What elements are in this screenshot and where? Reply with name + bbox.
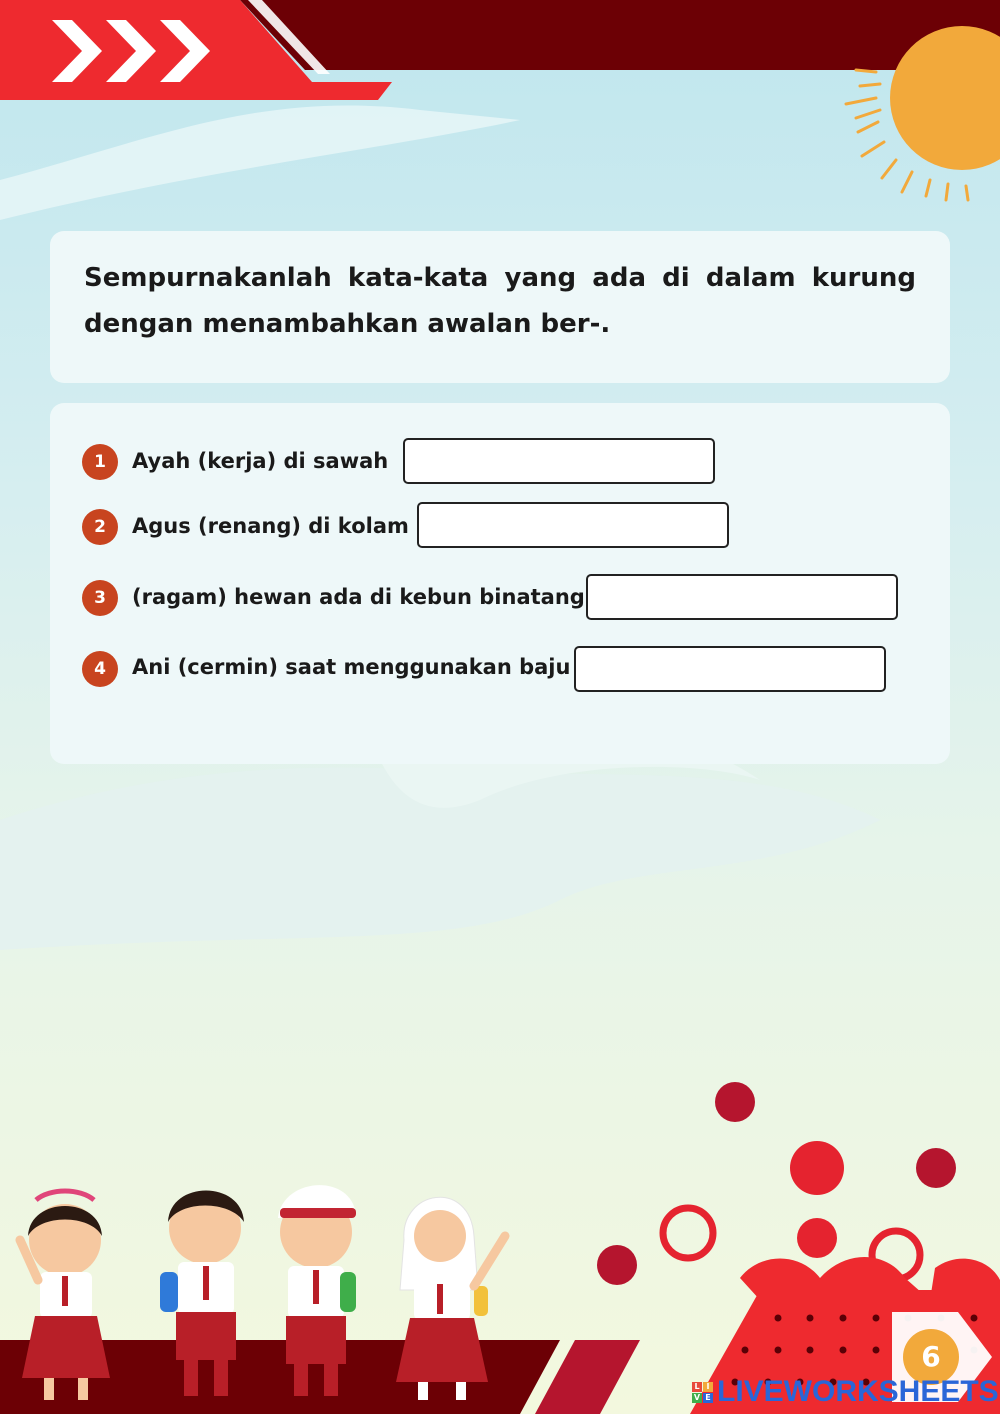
- liveworksheets-watermark[interactable]: [692, 1374, 999, 1410]
- question-text: Ayah (kerja) di sawah: [132, 449, 389, 473]
- liveworksheets-logo-icon: L I V E: [692, 1382, 713, 1403]
- top-banner-dark: [240, 0, 1000, 70]
- instruction-card: [50, 231, 950, 383]
- question-number-badge: 4: [82, 651, 118, 687]
- question-text: (ragam) hewan ada di kebun binatang: [132, 585, 585, 609]
- page-number-badge: 6: [903, 1329, 959, 1385]
- answer-input-2[interactable]: [417, 502, 729, 548]
- question-text: Agus (renang) di kolam: [132, 514, 409, 538]
- answer-input-3[interactable]: [586, 574, 898, 620]
- decorative-circles: [597, 1082, 956, 1285]
- brand-name: LIVEWORKSHEETS: [717, 1375, 999, 1408]
- question-number-badge: 1: [82, 444, 118, 480]
- question-number-badge: 3: [82, 580, 118, 616]
- answer-input-1[interactable]: [403, 438, 715, 484]
- question-text: Ani (cermin) saat menggunakan baju: [132, 655, 571, 679]
- instruction-text: Sempurnakanlah kata-kata yang ada di dalam kurung dengan menambahkan awalan ber-.: [84, 263, 916, 339]
- answer-input-4[interactable]: [574, 646, 886, 692]
- question-number-badge: 2: [82, 509, 118, 545]
